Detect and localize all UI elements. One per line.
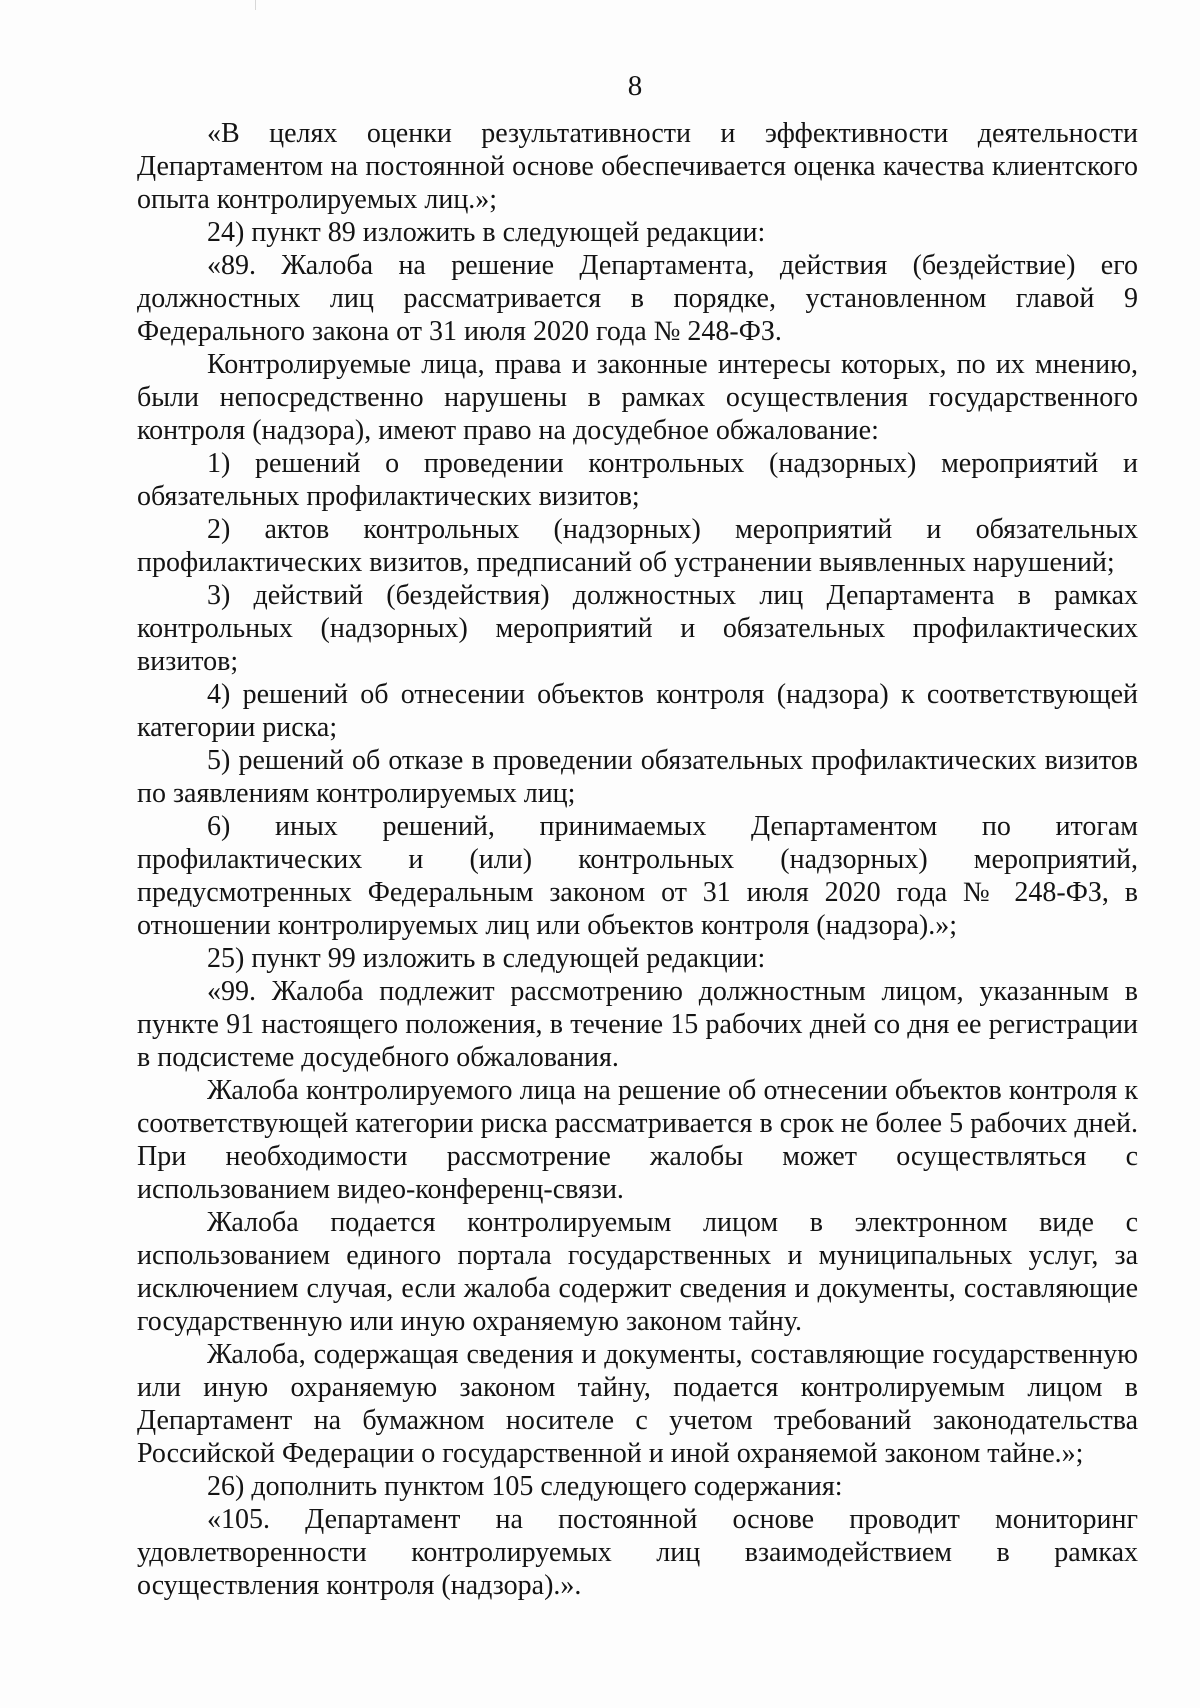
- paragraph-controlled-persons: Контролируемые лица, права и законные интересы которых, по их мнению, были непосредственно нарушены в рамках осуществления государственного контроля (надзора), имеют право на досудебное обжалование:: [137, 349, 1138, 446]
- paragraph-list-4: 4) решений об отнесении объектов контроля (надзора) к соответствующей категории риска;: [137, 679, 1138, 743]
- paragraph-list-3: 3) действий (бездействия) должностных лиц Департамента в рамках контрольных (надзорных) мероприятий и обязательных профилактических визитов;: [137, 580, 1138, 677]
- paragraph-clause-99: «99. Жалоба подлежит рассмотрению должностным лицом, указанным в пункте 91 настоящего положения, в течение 15 рабочих дней со дня ее регистрации в подсистеме досудебного обжалования.: [137, 976, 1138, 1073]
- scan-edge-mark: [255, 0, 256, 10]
- paragraph-item-24: 24) пункт 89 изложить в следующей редакции:: [207, 217, 766, 248]
- paragraph-list-5: 5) решений об отказе в проведении обязательных профилактических визитов по заявлениям контролируемых лиц;: [137, 745, 1138, 809]
- paragraph-electronic-complaint: Жалоба подается контролируемым лицом в электронном виде с использованием единого портала государственных и муниципальных услуг, за исключением случая, если жалоба содержит сведения и документы, составляющие государственную или иную охраняемую законом тайну.: [137, 1207, 1138, 1337]
- paragraph-clause-105: «105. Департамент на постоянной основе проводит мониторинг удовлетворенности контролируемых лиц взаимодействием в рамках осуществления контроля (надзора).».: [137, 1504, 1138, 1601]
- page-number: 8: [627, 70, 643, 102]
- document-body: [137, 117, 1138, 1602]
- paragraph-list-1: 1) решений о проведении контрольных (надзорных) мероприятий и обязательных профилактических визитов;: [137, 448, 1138, 512]
- paragraph-evaluation-quote: «В целях оценки результативности и эффективности деятельности Департаментом на постоянной основе обеспечивается оценка качества клиентского опыта контролируемых лиц.»;: [137, 118, 1138, 215]
- paragraph-risk-category-complaint: Жалоба контролируемого лица на решение об отнесении объектов контроля к соответствующей категории риска рассматривается в срок не более 5 рабочих дней. При необходимости рассмотрение жалобы может осуществляться с использованием видео-конференц-связи.: [137, 1075, 1138, 1205]
- paragraph-clause-89: «89. Жалоба на решение Департамента, действия (бездействие) его должностных лиц рассматривается в порядке, установленном главой 9 Федерального закона от 31 июля 2020 года № 248-ФЗ.: [137, 250, 1138, 347]
- paragraph-item-25: 25) пункт 99 изложить в следующей редакции:: [207, 943, 766, 974]
- paragraph-list-6: 6) иных решений, принимаемых Департаментом по итогам профилактических и (или) контрольных (надзорных) мероприятий, предусмотренных Федеральным законом от 31 июля 2020 года № 248-ФЗ, в отношении контролируемых лиц или объектов контроля (надзора).»;: [137, 811, 1138, 941]
- paragraph-list-2: 2) актов контрольных (надзорных) мероприятий и обязательных профилактических визитов, предписаний об устранении выявленных нарушений;: [137, 514, 1138, 578]
- paragraph-item-26: 26) дополнить пунктом 105 следующего содержания:: [207, 1471, 843, 1502]
- paragraph-secret-complaint: Жалоба, содержащая сведения и документы, составляющие государственную или иную охраняемую законом тайну, подается контролируемым лицом в Департамент на бумажном носителе с учетом требований законодательства Российской Федерации о государственной и иной охраняемой законом тайне.»;: [137, 1339, 1138, 1469]
